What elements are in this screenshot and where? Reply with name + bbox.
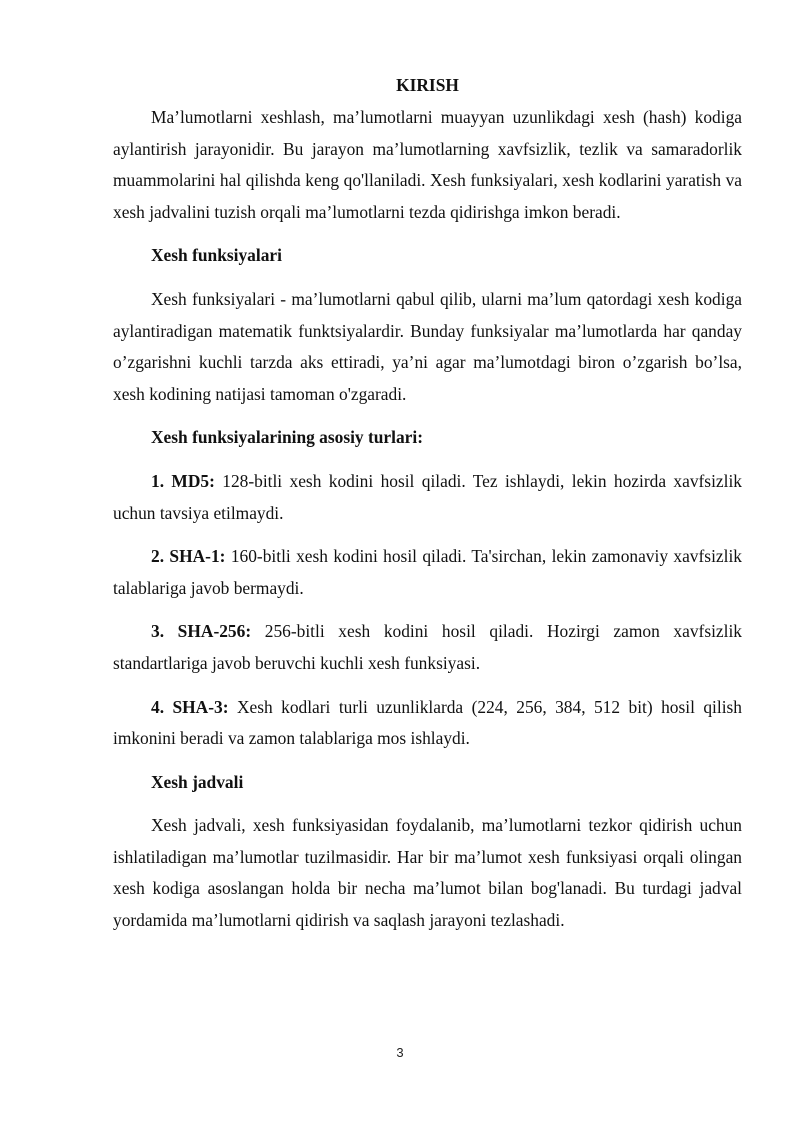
list-item-label: 2. SHA-1: xyxy=(151,546,226,567)
hash-table-paragraph: Xesh jadvali, xesh funksiyasidan foydalanib, ma’lumotlarni tezkor qidirish uchun ishlatiladigan ma’lumotlar tuzilmasidir. Har bir ma’lumot xesh funksiyasi orqali olingan xesh kodiga asoslangan holda bir necha ma’lumot bilan bog'lanadi. Bu turdagi jadval yordamida ma’lumotlarni qidirish va saqlash jarayoni tezlashadi. xyxy=(113,815,742,931)
list-item-label: 3. SHA-256: xyxy=(151,621,252,642)
section-heading-hash-table: Xesh jadvali xyxy=(151,771,244,792)
hash-functions-paragraph-part1: Xesh funksiyalari - ma’lumotlarni qabul qilib, ularni ma’lum qatordagi xesh kodiga aylantiradigan matematik funktsiyalardir. Bunday funksiyalar xyxy=(113,288,742,341)
list-item-sha256 xyxy=(113,616,742,679)
list-item-sha1 xyxy=(113,541,742,604)
list-item-label: 4. SHA-3: xyxy=(151,696,229,717)
list-item-text: 128-bitli xesh kodini hosil qiladi. Tez ishlaydi, lekin hozirda xavfsizlik uchun tavsiya etilmaydi. xyxy=(113,470,742,523)
document-page xyxy=(113,70,742,937)
list-item-text: 160-bitli xesh kodini hosil qiladi. Ta'sirchan, lekin zamonaviy xavfsizlik talablariga javob bermaydi. xyxy=(113,546,742,598)
list-item-text: 256-bitli xesh kodini hosil qiladi. Hozirgi zamon xavfsizlik standartlariga javob beruvchi kuchli xesh funksiyasi. xyxy=(113,621,742,673)
intro-paragraph: Ma’lumotlarni xeshlash, ma’lumotlarni muayyan uzunlikdagi xesh (hash) kodiga aylantirish jarayonidir. Bu jarayon ma’lumotlarning xavfsizlik, tezlik va samaradorlik muammolarini hal qilishda keng qo'llaniladi. Xesh funksiyalari, xesh kodlarini yaratish va xesh jadvalini tuzish orqali ma’lumotlarni tezda qidirishga imkon beradi. xyxy=(113,107,742,222)
section-heading-hash-functions: Xesh funksiyalari xyxy=(151,245,282,266)
list-item-md5 xyxy=(113,466,742,529)
hash-functions-paragraph-part2: ma’lumotlarda har qanday o’zgarishni kuchli tarzda aks ettiradi, ya’ni agar ma’lumotdagi biron o’zgarish bo’lsa, xesh kodining natijasi tamoman o'zgaradi. xyxy=(113,320,742,404)
document-title: KIRISH xyxy=(396,75,459,95)
hash-functions-paragraph xyxy=(113,284,742,410)
list-item-text: Xesh kodlari turli uzunliklarda (224, 256, 384, 512 bit) hosil qilish imkonini beradi va zamon talablariga mos ishlaydi. xyxy=(113,696,742,749)
list-item-label: 1. MD5: xyxy=(151,470,215,491)
section-heading-hash-types: Xesh funksiyalarining asosiy turlari: xyxy=(151,427,424,448)
list-item-sha3 xyxy=(113,692,742,755)
page-number: 3 xyxy=(396,1045,404,1060)
